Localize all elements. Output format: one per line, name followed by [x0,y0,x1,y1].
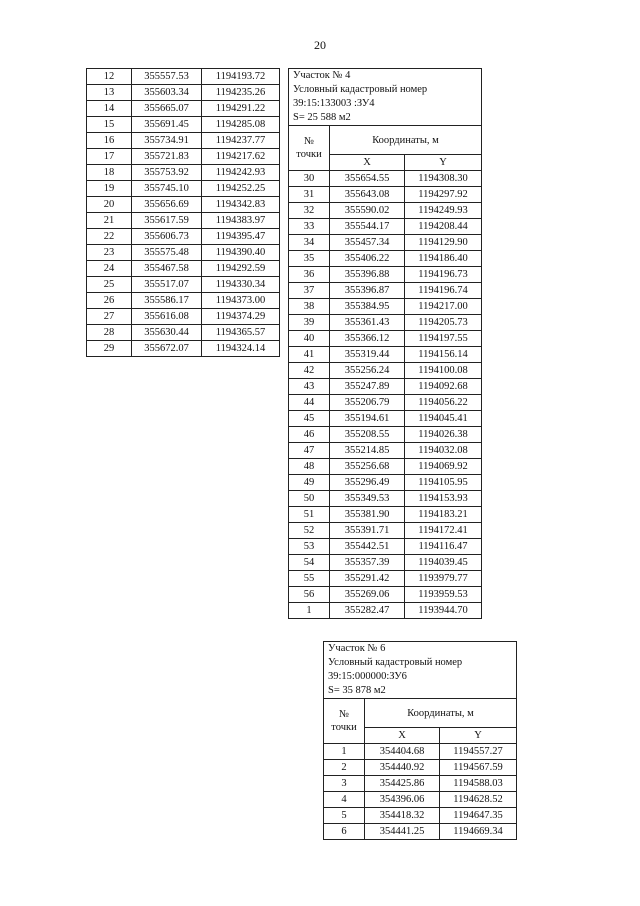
point-number-cell: 2 [324,760,365,776]
point-number-cell: 21 [87,213,132,229]
x-coordinate-cell: 355361.43 [330,315,405,331]
y-coordinate-cell: 1194292.59 [202,261,280,277]
x-coordinate-cell: 355214.85 [330,443,405,459]
point-number-cell: 47 [289,443,330,459]
y-coordinate-cell: 1194153.93 [405,491,482,507]
y-coordinate-cell: 1194056.22 [405,395,482,411]
point-number-cell: 18 [87,165,132,181]
table-row [87,325,280,341]
point-number-cell: 20 [87,197,132,213]
x-coordinate-cell: 355256.24 [330,363,405,379]
point-number-header [289,126,330,171]
x-coordinate-cell: 355557.53 [132,69,202,85]
point-number-cell: 43 [289,379,330,395]
coordinates-table-body [87,69,280,357]
table-row [87,85,280,101]
x-coordinate-cell: 355247.89 [330,379,405,395]
plot-6-column-header-row [324,699,517,728]
x-coordinate-cell: 355391.71 [330,523,405,539]
x-coordinate-cell: 355745.10 [132,181,202,197]
table-row [324,808,517,824]
point-number-cell: 29 [87,341,132,357]
x-coordinate-cell: 355282.47 [330,603,405,619]
table-row [289,587,482,603]
y-coordinate-cell: 1194390.40 [202,245,280,261]
table-row [289,571,482,587]
y-coordinate-cell: 1194186.40 [405,251,482,267]
plot-4-cadastral-number: 39:15:133003 :ЗУ4 [293,98,375,109]
point-number-cell: 31 [289,187,330,203]
y-coordinate-cell: 1194045.41 [405,411,482,427]
number-sign: № [303,136,315,147]
x-coordinate-cell: 355457.34 [330,235,405,251]
y-coordinate-cell: 1194235.26 [202,85,280,101]
x-coordinate-cell: 355691.45 [132,117,202,133]
point-number-cell: 22 [87,229,132,245]
point-number-cell: 12 [87,69,132,85]
y-coordinate-cell: 1194669.34 [440,824,517,840]
y-coordinate-cell: 1194647.35 [440,808,517,824]
x-coordinate-cell: 355734.91 [132,133,202,149]
point-number-cell: 27 [87,309,132,325]
y-coordinate-cell: 1194249.93 [405,203,482,219]
y-header: Y [405,155,482,171]
table-row [289,331,482,347]
point-number-cell: 44 [289,395,330,411]
plot-6-title: Участок № 6 [328,643,386,654]
y-coordinate-cell: 1194092.68 [405,379,482,395]
y-coordinate-cell: 1194285.08 [202,117,280,133]
table-row [87,213,280,229]
y-coordinate-cell: 1193944.70 [405,603,482,619]
y-coordinate-cell: 1194217.62 [202,149,280,165]
point-number-cell: 51 [289,507,330,523]
x-coordinate-cell: 355654.55 [330,171,405,187]
table-row [87,101,280,117]
y-coordinate-cell: 1194628.52 [440,792,517,808]
y-coordinate-cell: 1194588.03 [440,776,517,792]
table-row [289,555,482,571]
y-coordinate-cell: 1193979.77 [405,571,482,587]
x-coordinate-cell: 355296.49 [330,475,405,491]
x-coordinate-cell: 355406.22 [330,251,405,267]
y-coordinate-cell: 1194308.30 [405,171,482,187]
plot-4-area: S= 25 588 м2 [293,112,351,123]
y-coordinate-cell: 1194365.57 [202,325,280,341]
y-coordinate-cell: 1194330.34 [202,277,280,293]
table-row [289,459,482,475]
x-coordinate-cell: 355753.92 [132,165,202,181]
table-row [324,744,517,760]
y-coordinate-cell: 1194172.41 [405,523,482,539]
y-coordinate-cell: 1193959.53 [405,587,482,603]
plot-4-column-header-row [289,126,482,155]
plot-6-rows [324,744,517,840]
point-number-cell: 55 [289,571,330,587]
x-coordinate-cell: 355208.55 [330,427,405,443]
plot-4-header [289,69,482,126]
point-number-cell: 38 [289,299,330,315]
point-number-cell: 35 [289,251,330,267]
point-number-cell: 56 [289,587,330,603]
table-row [87,229,280,245]
table-row [87,149,280,165]
x-coordinate-cell: 354396.06 [365,792,440,808]
table-row [289,267,482,283]
x-coordinate-cell: 355194.61 [330,411,405,427]
y-coordinate-cell: 1194383.97 [202,213,280,229]
table-row [289,235,482,251]
x-coordinate-cell: 355291.42 [330,571,405,587]
table-row [87,165,280,181]
point-number-cell: 4 [324,792,365,808]
point-number-cell: 5 [324,808,365,824]
table-row [289,443,482,459]
point-number-cell: 32 [289,203,330,219]
table-row [289,539,482,555]
table-row [289,395,482,411]
point-number-cell: 30 [289,171,330,187]
x-coordinate-cell: 355269.06 [330,587,405,603]
table-row [87,309,280,325]
y-coordinate-cell: 1194129.90 [405,235,482,251]
table-row [289,219,482,235]
y-coordinate-cell: 1194197.55 [405,331,482,347]
table-row [87,341,280,357]
plot-4-table [288,68,482,619]
x-coordinate-cell: 354418.32 [365,808,440,824]
y-coordinate-cell: 1194069.92 [405,459,482,475]
point-number-cell: 25 [87,277,132,293]
x-coordinate-cell: 355672.07 [132,341,202,357]
point-number-cell: 16 [87,133,132,149]
table-row [289,491,482,507]
point-number-cell: 13 [87,85,132,101]
table-row [289,603,482,619]
table-row [289,187,482,203]
point-number-cell: 15 [87,117,132,133]
x-coordinate-cell: 355357.39 [330,555,405,571]
coordinates-table-continued [86,68,280,357]
x-coordinate-cell: 355349.53 [330,491,405,507]
page-number: 20 [314,38,326,52]
table-row [289,203,482,219]
x-coordinate-cell: 355206.79 [330,395,405,411]
point-number-cell: 1 [324,744,365,760]
point-number-cell: 24 [87,261,132,277]
x-coordinate-cell: 355603.34 [132,85,202,101]
point-number-cell: 49 [289,475,330,491]
x-coordinate-cell: 355617.59 [132,213,202,229]
plot-6-table [323,641,517,840]
x-coordinate-cell: 355586.17 [132,293,202,309]
point-number-cell: 3 [324,776,365,792]
point-number-cell: 14 [87,101,132,117]
x-header: X [365,728,440,744]
point-number-cell: 50 [289,491,330,507]
point-number-cell: 52 [289,523,330,539]
point-number-cell: 40 [289,331,330,347]
point-number-cell: 37 [289,283,330,299]
x-coordinate-cell: 355575.48 [132,245,202,261]
x-coordinate-cell: 355384.95 [330,299,405,315]
y-coordinate-cell: 1194342.83 [202,197,280,213]
y-coordinate-cell: 1194252.25 [202,181,280,197]
table-row [289,299,482,315]
table-row [324,760,517,776]
table-row [289,523,482,539]
y-coordinate-cell: 1194196.74 [405,283,482,299]
x-coordinate-cell: 355544.17 [330,219,405,235]
y-coordinate-cell: 1194196.73 [405,267,482,283]
x-coordinate-cell: 355630.44 [132,325,202,341]
table-row [289,283,482,299]
y-coordinate-cell: 1194032.08 [405,443,482,459]
plot-4-title: Участок № 4 [293,70,351,81]
y-coordinate-cell: 1194208.44 [405,219,482,235]
x-coordinate-cell: 355517.07 [132,277,202,293]
point-number-header [324,699,365,744]
y-coordinate-cell: 1194567.59 [440,760,517,776]
x-coordinate-cell: 355643.08 [330,187,405,203]
y-coordinate-cell: 1194026.38 [405,427,482,443]
point-number-cell: 36 [289,267,330,283]
point-number-cell: 19 [87,181,132,197]
table-row [289,347,482,363]
x-coordinate-cell: 355396.87 [330,283,405,299]
x-coordinate-cell: 355319.44 [330,347,405,363]
point-number-cell: 45 [289,411,330,427]
x-coordinate-cell: 354425.86 [365,776,440,792]
x-coordinate-cell: 355606.73 [132,229,202,245]
table-row [87,69,280,85]
y-coordinate-cell: 1194374.29 [202,309,280,325]
y-coordinate-cell: 1194237.77 [202,133,280,149]
x-coordinate-cell: 355590.02 [330,203,405,219]
y-coordinate-cell: 1194373.00 [202,293,280,309]
plot-4-header-row [289,69,482,126]
y-coordinate-cell: 1194100.08 [405,363,482,379]
table-row [289,475,482,491]
point-number-cell: 34 [289,235,330,251]
x-coordinate-cell: 355616.08 [132,309,202,325]
table-row [289,171,482,187]
table-row [289,411,482,427]
point-number-cell: 6 [324,824,365,840]
y-coordinate-cell: 1194039.45 [405,555,482,571]
point-number-cell: 23 [87,245,132,261]
table-row [324,824,517,840]
plot-6-area: S= 35 878 м2 [328,685,386,696]
table-row [87,117,280,133]
point-number-cell: 1 [289,603,330,619]
y-coordinate-cell: 1194217.00 [405,299,482,315]
table-row [87,133,280,149]
y-coordinate-cell: 1194324.14 [202,341,280,357]
point-number-cell: 17 [87,149,132,165]
table-row [87,277,280,293]
plot-6-header-row [324,642,517,699]
table-row [87,293,280,309]
plot-6-cadastral-number: 39:15:000000:ЗУ6 [328,671,407,682]
point-number-cell: 48 [289,459,330,475]
x-coordinate-cell: 355381.90 [330,507,405,523]
table-row [324,776,517,792]
x-coordinate-cell: 355396.88 [330,267,405,283]
table-row [289,315,482,331]
y-coordinate-cell: 1194395.47 [202,229,280,245]
x-coordinate-cell: 355256.68 [330,459,405,475]
x-coordinate-cell: 355366.12 [330,331,405,347]
table-row [289,427,482,443]
x-coordinate-cell: 354441.25 [365,824,440,840]
table-row [87,245,280,261]
point-number-cell: 39 [289,315,330,331]
table-row [289,363,482,379]
y-coordinate-cell: 1194156.14 [405,347,482,363]
x-coordinate-cell: 355665.07 [132,101,202,117]
coordinates-header: Координаты, м [330,126,482,155]
plot-6-header [324,642,517,699]
x-header: X [330,155,405,171]
y-coordinate-cell: 1194105.95 [405,475,482,491]
x-coordinate-cell: 355467.58 [132,261,202,277]
point-number-cell: 26 [87,293,132,309]
x-coordinate-cell: 354440.92 [365,760,440,776]
x-coordinate-cell: 355656.69 [132,197,202,213]
table-row [324,792,517,808]
y-coordinate-cell: 1194193.72 [202,69,280,85]
x-coordinate-cell: 355721.83 [132,149,202,165]
x-coordinate-cell: 355442.51 [330,539,405,555]
table-row [87,197,280,213]
point-number-cell: 46 [289,427,330,443]
point-number-cell: 33 [289,219,330,235]
point-number-cell: 42 [289,363,330,379]
y-coordinate-cell: 1194291.22 [202,101,280,117]
table-row [289,251,482,267]
y-header: Y [440,728,517,744]
plot-4-rows [289,171,482,619]
y-coordinate-cell: 1194297.92 [405,187,482,203]
point-number-cell: 54 [289,555,330,571]
y-coordinate-cell: 1194242.93 [202,165,280,181]
y-coordinate-cell: 1194205.73 [405,315,482,331]
points-label: точки [331,722,357,733]
table-row [289,379,482,395]
y-coordinate-cell: 1194116.47 [405,539,482,555]
point-number-cell: 28 [87,325,132,341]
point-number-cell: 41 [289,347,330,363]
y-coordinate-cell: 1194183.21 [405,507,482,523]
table-row [87,181,280,197]
number-sign: № [338,709,350,720]
point-number-cell: 53 [289,539,330,555]
plot-4-cadastral-label: Условный кадастровый номер [293,84,428,95]
points-label: точки [296,149,322,160]
table-row [87,261,280,277]
x-coordinate-cell: 354404.68 [365,744,440,760]
y-coordinate-cell: 1194557.27 [440,744,517,760]
plot-6-cadastral-label: Условный кадастровый номер [328,657,463,668]
coordinates-header: Координаты, м [365,699,517,728]
table-row [289,507,482,523]
